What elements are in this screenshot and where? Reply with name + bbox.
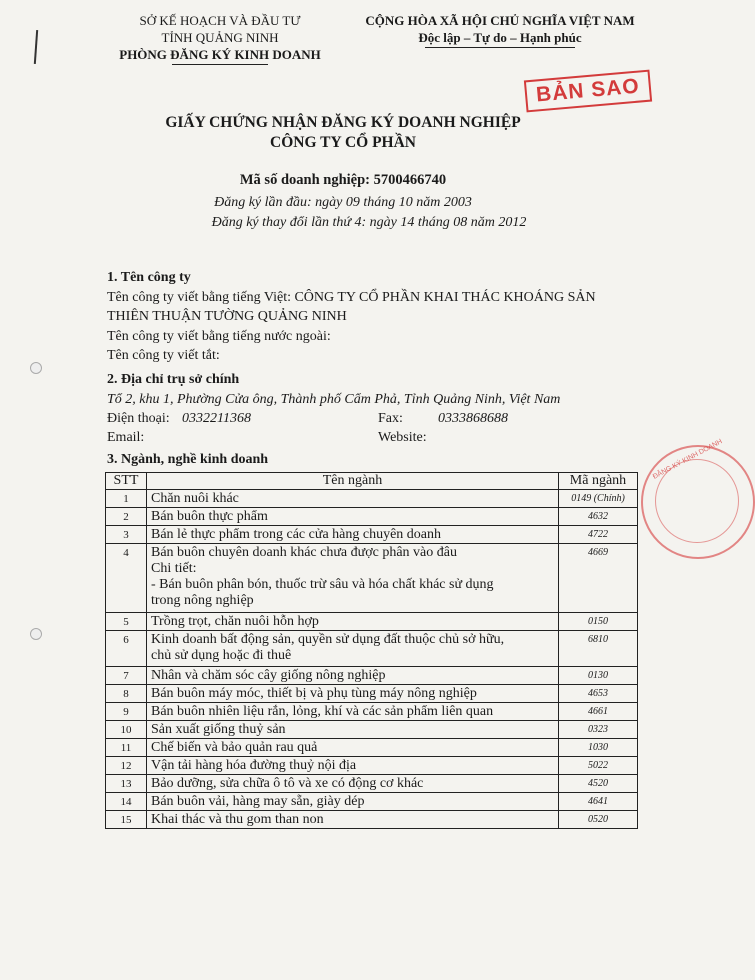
table-row: [106, 775, 638, 793]
table-row: [106, 793, 638, 811]
fax-value: 0333868688: [438, 411, 508, 426]
province-name: TỈNH QUẢNG NINH: [161, 30, 279, 45]
cell-stt: 10: [106, 721, 147, 739]
table-header-row: [106, 473, 638, 490]
table-row: [106, 667, 638, 685]
cell-name: Kinh doanh bất động sản, quyền sử dụng đất thuộc chủ sở hữu, chủ sử dụng hoặc đi thuê: [147, 631, 559, 667]
header-right-rule: [425, 47, 575, 48]
cell-stt: 12: [106, 757, 147, 775]
department-name: PHÒNG ĐĂNG KÝ KINH DOANH: [119, 47, 321, 62]
cell-code: 4632: [559, 508, 638, 526]
website-label: Website:: [378, 430, 427, 445]
cell-code: 0323: [559, 721, 638, 739]
official-seal: [641, 438, 755, 559]
cell-name: Vận tải hàng hóa đường thuỷ nội địa: [147, 757, 559, 775]
cell-code: 4661: [559, 703, 638, 721]
column-header-code: Mã ngành: [559, 473, 638, 490]
national-motto: Độc lập – Tự do – Hạnh phúc: [418, 30, 582, 45]
head-office-address: Tổ 2, khu 1, Phường Cửa ông, Thành phố Cẩm Phả, Tỉnh Quảng Ninh, Việt Nam: [107, 392, 561, 407]
nation-header: [355, 12, 645, 48]
short-name-label: Tên công ty viết tắt:: [107, 348, 220, 363]
cell-code: 6810: [559, 631, 638, 667]
table-row: [106, 490, 638, 508]
cell-code: 0520: [559, 811, 638, 829]
first-registration-date: Đăng ký lần đầu: ngày 09 tháng 10 năm 2003: [214, 195, 472, 210]
cell-code: 0150: [559, 613, 638, 631]
cell-name: Trồng trọt, chăn nuôi hỗn hợp: [147, 613, 559, 631]
cell-name: Sản xuất giống thuỷ sản: [147, 721, 559, 739]
cell-code: 1030: [559, 739, 638, 757]
cell-stt: 14: [106, 793, 147, 811]
cell-name: Nhân và chăm sóc cây giống nông nghiệp: [147, 667, 559, 685]
document-subtitle: CÔNG TY CỔ PHẦN: [270, 134, 416, 151]
table-row: [106, 703, 638, 721]
cell-code: 0130: [559, 667, 638, 685]
ministry-name: SỞ KẾ HOẠCH VÀ ĐẦU TƯ: [139, 13, 301, 28]
vietnamese-name-line2: THIÊN THUẬN TƯỜNG QUẢNG NINH: [107, 309, 347, 324]
table-row: [106, 508, 638, 526]
fax-label: Fax:: [378, 411, 403, 426]
cell-stt: 5: [106, 613, 147, 631]
column-header-stt: STT: [106, 473, 147, 490]
table-row: [106, 544, 638, 613]
cell-name: Bán buôn vải, hàng may sẵn, giày dép: [147, 793, 559, 811]
cell-code: 4653: [559, 685, 638, 703]
cell-stt: 7: [106, 667, 147, 685]
cell-name: Bán buôn thực phẩm: [147, 508, 559, 526]
cell-code: 4722: [559, 526, 638, 544]
table-row: [106, 811, 638, 829]
section-3-heading: 3. Ngành, nghề kinh doanh: [107, 452, 269, 467]
copy-stamp: BẢN SAO: [524, 70, 652, 113]
issuer-header: [105, 12, 335, 65]
enterprise-code: Mã số doanh nghiệp: 5700466740: [239, 172, 447, 188]
column-header-name: Tên ngành: [147, 473, 559, 490]
cell-name: Chế biến và bảo quản rau quả: [147, 739, 559, 757]
table-row: [106, 739, 638, 757]
cell-code: 4641: [559, 793, 638, 811]
cell-name: Bán buôn máy móc, thiết bị và phụ tùng máy nông nghiệp: [147, 685, 559, 703]
table-row: [106, 631, 638, 667]
seal-text: ĐĂNG KÝ KINH DOANH: [651, 438, 724, 481]
table-row: [106, 757, 638, 775]
cell-stt: 4: [106, 544, 147, 613]
punch-hole-top: [30, 362, 42, 374]
cell-code: 5022: [559, 757, 638, 775]
document-title: GIẤY CHỨNG NHẬN ĐĂNG KÝ DOANH NGHIỆP: [165, 114, 521, 131]
cell-stt: 2: [106, 508, 147, 526]
nation-name: CỘNG HÒA XÃ HỘI CHỦ NGHĨA VIỆT NAM: [365, 13, 635, 28]
cell-name: Bảo dưỡng, sửa chữa ô tô và xe có động cơ khác: [147, 775, 559, 793]
cell-stt: 9: [106, 703, 147, 721]
foreign-name-label: Tên công ty viết bằng tiếng nước ngoài:: [107, 329, 331, 344]
cell-stt: 3: [106, 526, 147, 544]
cell-code: 0149 (Chính): [559, 490, 638, 508]
cell-name: Bán buôn nhiên liệu rắn, lỏng, khí và các sản phẩm liên quan: [147, 703, 559, 721]
cell-name: Khai thác và thu gom than non: [147, 811, 559, 829]
cell-stt: 13: [106, 775, 147, 793]
cell-name: Bán buôn chuyên doanh khác chưa được phân vào đâu Chi tiết: - Bán buôn phân bón, thuốc trừ sâu và hóa chất khác sử dụng trong nông nghiệp: [147, 544, 559, 613]
cell-name: Bán lẻ thực phẩm trong các cửa hàng chuyên doanh: [147, 526, 559, 544]
cell-stt: 8: [106, 685, 147, 703]
phone-label: Điện thoại:: [107, 411, 170, 426]
cell-stt: 15: [106, 811, 147, 829]
cell-stt: 6: [106, 631, 147, 667]
table-body: [106, 490, 638, 829]
cell-code: 4520: [559, 775, 638, 793]
phone-value: 0332211368: [182, 411, 251, 426]
section-1-heading: 1. Tên công ty: [107, 270, 191, 285]
change-registration-date: Đăng ký thay đổi lần thứ 4: ngày 14 tháng 08 năm 2012: [211, 215, 527, 230]
table-row: [106, 526, 638, 544]
punch-hole-bottom: [30, 628, 42, 640]
vietnamese-name-line1: Tên công ty viết bằng tiếng Việt: CÔNG TY CỔ PHẦN KHAI THÁC KHOÁNG SẢN: [107, 290, 596, 305]
header-left-rule: [172, 64, 268, 65]
cell-name: Chăn nuôi khác: [147, 490, 559, 508]
cell-stt: 11: [106, 739, 147, 757]
table-row: [106, 721, 638, 739]
pen-mark: [34, 30, 38, 64]
section-2-heading: 2. Địa chỉ trụ sở chính: [107, 372, 240, 387]
cell-code: 4669: [559, 544, 638, 613]
table-row: [106, 613, 638, 631]
business-lines-table: [105, 472, 638, 829]
cell-stt: 1: [106, 490, 147, 508]
email-label: Email:: [107, 430, 145, 445]
table-row: [106, 685, 638, 703]
